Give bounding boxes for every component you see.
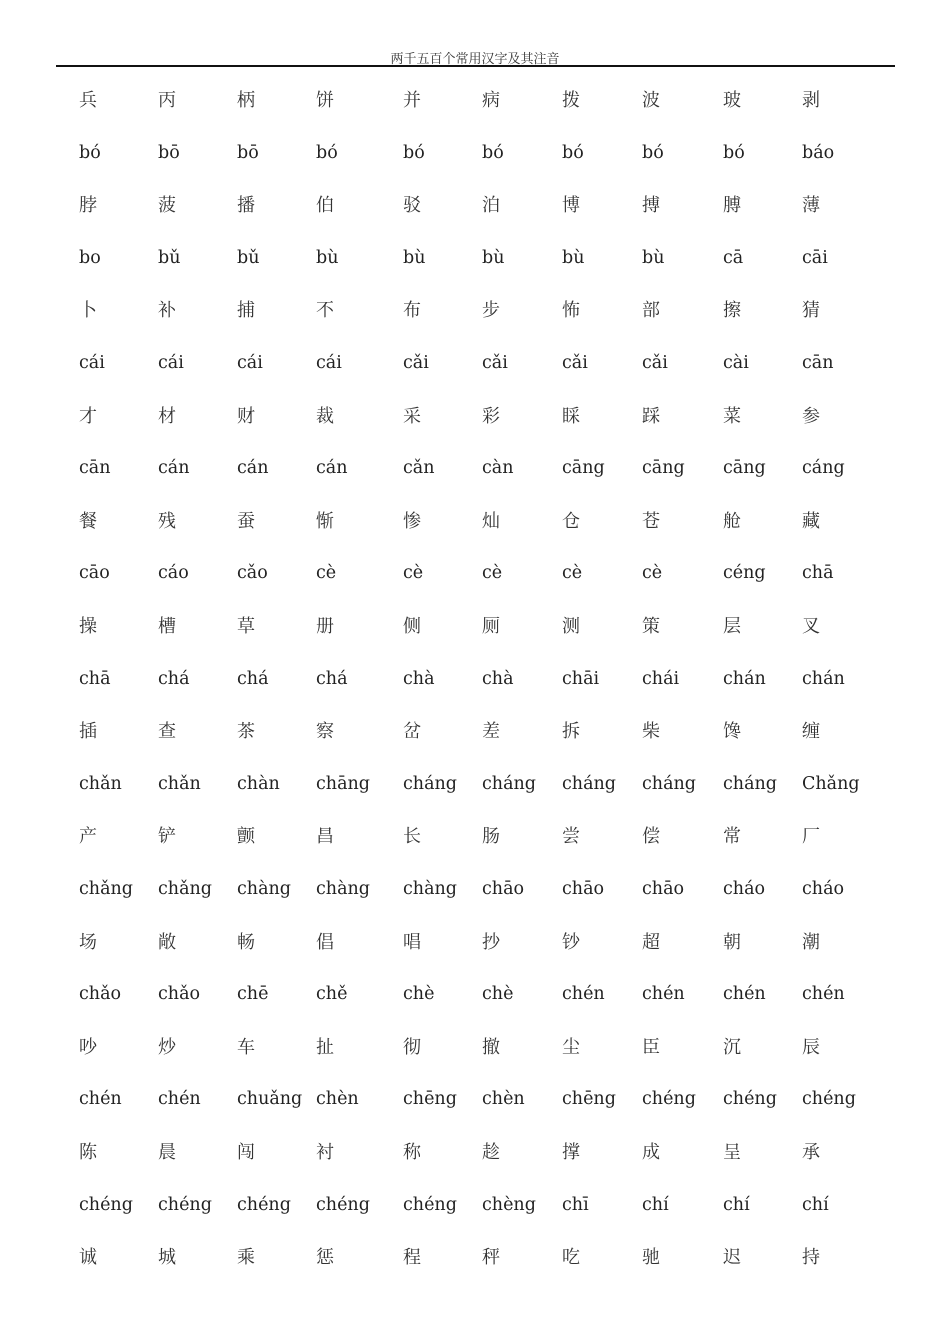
hanzi-cell: 陈 bbox=[79, 1142, 97, 1163]
pinyin-cell: bo bbox=[79, 248, 101, 268]
pinyin-cell: chéng bbox=[316, 1195, 370, 1215]
pinyin-cell: bǔ bbox=[237, 248, 260, 268]
pinyin-cell: cāng bbox=[723, 458, 766, 478]
hanzi-cell: 柴 bbox=[642, 721, 660, 742]
pinyin-cell: chán bbox=[723, 669, 766, 689]
hanzi-cell: 卜 bbox=[79, 300, 97, 321]
pinyin-cell: bù bbox=[403, 248, 426, 268]
pinyin-cell: cāng bbox=[642, 458, 685, 478]
pinyin-cell: bó bbox=[482, 143, 504, 163]
pinyin-cell: bǔ bbox=[158, 248, 181, 268]
pinyin-cell: cháng bbox=[403, 774, 457, 794]
hanzi-cell: 蚕 bbox=[237, 511, 255, 532]
pinyin-cell: cháng bbox=[562, 774, 616, 794]
hanzi-cell: 敞 bbox=[158, 932, 176, 953]
hanzi-cell: 潮 bbox=[802, 932, 820, 953]
pinyin-cell: chí bbox=[723, 1195, 750, 1215]
hanzi-cell: 草 bbox=[237, 616, 255, 637]
pinyin-cell: chǎng bbox=[79, 879, 133, 899]
hanzi-cell: 叉 bbox=[802, 616, 820, 637]
pinyin-cell: chàng bbox=[237, 879, 291, 899]
hanzi-cell: 测 bbox=[562, 616, 580, 637]
hanzi-cell: 博 bbox=[562, 195, 580, 216]
pinyin-cell: chén bbox=[642, 984, 685, 1004]
hanzi-cell: 畅 bbox=[237, 932, 255, 953]
hanzi-cell: 灿 bbox=[482, 511, 500, 532]
hanzi-cell: 步 bbox=[482, 300, 500, 321]
pinyin-cell: cán bbox=[158, 458, 190, 478]
pinyin-cell: chā bbox=[802, 563, 834, 583]
pinyin-cell: cháo bbox=[802, 879, 845, 899]
pinyin-cell: cǎi bbox=[562, 353, 588, 373]
pinyin-cell: cǎi bbox=[403, 353, 429, 373]
pinyin-cell: bù bbox=[482, 248, 505, 268]
pinyin-cell: bù bbox=[562, 248, 585, 268]
pinyin-cell: chǎo bbox=[79, 984, 122, 1004]
pinyin-cell: chēng bbox=[403, 1089, 457, 1109]
hanzi-cell: 膊 bbox=[723, 195, 741, 216]
pinyin-cell: bù bbox=[642, 248, 665, 268]
hanzi-cell: 厂 bbox=[802, 826, 820, 847]
hanzi-cell: 岔 bbox=[403, 721, 421, 742]
pinyin-cell: chàn bbox=[237, 774, 280, 794]
hanzi-cell: 拆 bbox=[562, 721, 580, 742]
pinyin-cell: chàng bbox=[316, 879, 370, 899]
hanzi-cell: 补 bbox=[158, 300, 176, 321]
pinyin-cell: cháo bbox=[723, 879, 766, 899]
hanzi-cell: 乘 bbox=[237, 1247, 255, 1268]
pinyin-cell: cái bbox=[316, 353, 342, 373]
hanzi-cell: 槽 bbox=[158, 616, 176, 637]
pinyin-cell: cāng bbox=[562, 458, 605, 478]
pinyin-cell: cháng bbox=[482, 774, 536, 794]
hanzi-cell: 持 bbox=[802, 1247, 820, 1268]
pinyin-cell: chén bbox=[802, 984, 845, 1004]
pinyin-cell: cān bbox=[79, 458, 111, 478]
pinyin-cell: cāo bbox=[79, 563, 110, 583]
pinyin-cell: chán bbox=[802, 669, 845, 689]
pinyin-cell: cái bbox=[79, 353, 105, 373]
pinyin-cell: chē bbox=[237, 984, 269, 1004]
pinyin-cell: chǎn bbox=[79, 774, 122, 794]
pinyin-cell: chá bbox=[237, 669, 269, 689]
pinyin-cell: chàng bbox=[403, 879, 457, 899]
pinyin-cell: cāi bbox=[802, 248, 828, 268]
pinyin-cell: càn bbox=[482, 458, 514, 478]
pinyin-cell: cān bbox=[802, 353, 834, 373]
pinyin-cell: báo bbox=[802, 143, 835, 163]
hanzi-cell: 车 bbox=[237, 1037, 255, 1058]
hanzi-cell: 拨 bbox=[562, 90, 580, 111]
pinyin-cell: chéng bbox=[158, 1195, 212, 1215]
pinyin-cell: cài bbox=[723, 353, 749, 373]
hanzi-cell: 衬 bbox=[316, 1142, 334, 1163]
hanzi-cell: 驰 bbox=[642, 1247, 660, 1268]
hanzi-cell: 厕 bbox=[482, 616, 500, 637]
hanzi-cell: 财 bbox=[237, 406, 255, 427]
hanzi-cell: 秤 bbox=[482, 1247, 500, 1268]
hanzi-cell: 呈 bbox=[723, 1142, 741, 1163]
hanzi-cell: 偿 bbox=[642, 826, 660, 847]
hanzi-cell: 捕 bbox=[237, 300, 255, 321]
hanzi-cell: 猜 bbox=[802, 300, 820, 321]
pinyin-cell: cháng bbox=[642, 774, 696, 794]
hanzi-cell: 长 bbox=[403, 826, 421, 847]
hanzi-cell: 驳 bbox=[403, 195, 421, 216]
hanzi-cell: 差 bbox=[482, 721, 500, 742]
hanzi-cell: 丙 bbox=[158, 90, 176, 111]
pinyin-cell: chéng bbox=[237, 1195, 291, 1215]
hanzi-cell: 策 bbox=[642, 616, 660, 637]
hanzi-cell: 扯 bbox=[316, 1037, 334, 1058]
hanzi-cell: 彻 bbox=[403, 1037, 421, 1058]
pinyin-cell: chāng bbox=[316, 774, 370, 794]
pinyin-cell: chě bbox=[316, 984, 348, 1004]
hanzi-cell: 尘 bbox=[562, 1037, 580, 1058]
pinyin-cell: bō bbox=[158, 143, 180, 163]
pinyin-cell: chén bbox=[562, 984, 605, 1004]
hanzi-cell: 彩 bbox=[482, 406, 500, 427]
hanzi-cell: 称 bbox=[403, 1142, 421, 1163]
hanzi-cell: 程 bbox=[403, 1247, 421, 1268]
pinyin-cell: cǎn bbox=[403, 458, 435, 478]
hanzi-cell: 睬 bbox=[562, 406, 580, 427]
hanzi-cell: 尝 bbox=[562, 826, 580, 847]
hanzi-cell: 辰 bbox=[802, 1037, 820, 1058]
pinyin-cell: cháng bbox=[723, 774, 777, 794]
hanzi-cell: 倡 bbox=[316, 932, 334, 953]
pinyin-cell: chá bbox=[158, 669, 190, 689]
pinyin-cell: chǎng bbox=[158, 879, 212, 899]
hanzi-cell: 薄 bbox=[802, 195, 820, 216]
pinyin-cell: chí bbox=[802, 1195, 829, 1215]
hanzi-cell: 菠 bbox=[158, 195, 176, 216]
hanzi-cell: 昌 bbox=[316, 826, 334, 847]
hanzi-cell: 承 bbox=[802, 1142, 820, 1163]
hanzi-cell: 苍 bbox=[642, 511, 660, 532]
pinyin-cell: chá bbox=[316, 669, 348, 689]
pinyin-cell: chǎn bbox=[158, 774, 201, 794]
pinyin-cell: chè bbox=[482, 984, 514, 1004]
pinyin-cell: chǎo bbox=[158, 984, 201, 1004]
hanzi-cell: 裁 bbox=[316, 406, 334, 427]
pinyin-cell: chāo bbox=[562, 879, 605, 899]
pinyin-cell: chén bbox=[158, 1089, 201, 1109]
pinyin-cell: bō bbox=[237, 143, 259, 163]
pinyin-cell: cáo bbox=[158, 563, 189, 583]
hanzi-cell: 朝 bbox=[723, 932, 741, 953]
hanzi-cell: 抄 bbox=[482, 932, 500, 953]
hanzi-cell: 撑 bbox=[562, 1142, 580, 1163]
pinyin-cell: chén bbox=[723, 984, 766, 1004]
hanzi-cell: 晨 bbox=[158, 1142, 176, 1163]
hanzi-cell: 颤 bbox=[237, 826, 255, 847]
hanzi-cell: 参 bbox=[802, 406, 820, 427]
hanzi-cell: 茶 bbox=[237, 721, 255, 742]
hanzi-cell: 玻 bbox=[723, 90, 741, 111]
pinyin-cell: cè bbox=[562, 563, 583, 583]
hanzi-cell: 餐 bbox=[79, 511, 97, 532]
pinyin-cell: bó bbox=[316, 143, 338, 163]
pinyin-cell: chéng bbox=[642, 1089, 696, 1109]
hanzi-cell: 肠 bbox=[482, 826, 500, 847]
pinyin-cell: cǎi bbox=[482, 353, 508, 373]
pinyin-cell: cán bbox=[316, 458, 348, 478]
hanzi-cell: 擦 bbox=[723, 300, 741, 321]
hanzi-cell: 剥 bbox=[802, 90, 820, 111]
hanzi-cell: 吃 bbox=[562, 1247, 580, 1268]
hanzi-cell: 才 bbox=[79, 406, 97, 427]
hanzi-cell: 病 bbox=[482, 90, 500, 111]
pinyin-cell: chāo bbox=[642, 879, 685, 899]
hanzi-cell: 残 bbox=[158, 511, 176, 532]
page-header-title: 两千五百个常用汉字及其注音 bbox=[390, 52, 560, 67]
hanzi-cell: 迟 bbox=[723, 1247, 741, 1268]
hanzi-cell: 播 bbox=[237, 195, 255, 216]
hanzi-cell: 菜 bbox=[723, 406, 741, 427]
pinyin-cell: chà bbox=[403, 669, 435, 689]
hanzi-cell: 查 bbox=[158, 721, 176, 742]
pinyin-cell: cè bbox=[482, 563, 503, 583]
pinyin-cell: bó bbox=[79, 143, 101, 163]
hanzi-cell: 侧 bbox=[403, 616, 421, 637]
hanzi-cell: 缠 bbox=[802, 721, 820, 742]
hanzi-cell: 常 bbox=[723, 826, 741, 847]
hanzi-cell: 采 bbox=[403, 406, 421, 427]
hanzi-cell: 闯 bbox=[237, 1142, 255, 1163]
pinyin-cell: bó bbox=[562, 143, 584, 163]
pinyin-cell: bù bbox=[316, 248, 339, 268]
pinyin-cell: chēng bbox=[562, 1089, 616, 1109]
hanzi-cell: 铲 bbox=[158, 826, 176, 847]
hanzi-cell: 舱 bbox=[723, 511, 741, 532]
pinyin-cell: chāo bbox=[482, 879, 525, 899]
pinyin-cell: Chǎng bbox=[802, 774, 860, 794]
hanzi-cell: 怖 bbox=[562, 300, 580, 321]
pinyin-cell: cán bbox=[237, 458, 269, 478]
hanzi-cell: 并 bbox=[403, 90, 421, 111]
pinyin-cell: cái bbox=[158, 353, 184, 373]
pinyin-cell: cè bbox=[403, 563, 424, 583]
hanzi-cell: 插 bbox=[79, 721, 97, 742]
hanzi-cell: 城 bbox=[158, 1247, 176, 1268]
pinyin-cell: chuǎng bbox=[237, 1089, 303, 1109]
pinyin-cell: bó bbox=[403, 143, 425, 163]
hanzi-cell: 层 bbox=[723, 616, 741, 637]
pinyin-cell: chī bbox=[562, 1195, 589, 1215]
pinyin-cell: chén bbox=[79, 1089, 122, 1109]
hanzi-cell: 柄 bbox=[237, 90, 255, 111]
pinyin-cell: cè bbox=[316, 563, 337, 583]
hanzi-cell: 诚 bbox=[79, 1247, 97, 1268]
hanzi-cell: 场 bbox=[79, 932, 97, 953]
hanzi-cell: 泊 bbox=[482, 195, 500, 216]
hanzi-cell: 沉 bbox=[723, 1037, 741, 1058]
pinyin-cell: chèng bbox=[482, 1195, 536, 1215]
hanzi-cell: 部 bbox=[642, 300, 660, 321]
hanzi-cell: 兵 bbox=[79, 90, 97, 111]
pinyin-cell: chéng bbox=[79, 1195, 133, 1215]
hanzi-cell: 脖 bbox=[79, 195, 97, 216]
hanzi-cell: 趁 bbox=[482, 1142, 500, 1163]
pinyin-cell: chéng bbox=[403, 1195, 457, 1215]
pinyin-cell: chái bbox=[642, 669, 680, 689]
hanzi-cell: 不 bbox=[316, 300, 334, 321]
pinyin-cell: cā bbox=[723, 248, 744, 268]
hanzi-cell: 臣 bbox=[642, 1037, 660, 1058]
hanzi-cell: 钞 bbox=[562, 932, 580, 953]
hanzi-cell: 察 bbox=[316, 721, 334, 742]
pinyin-cell: céng bbox=[723, 563, 766, 583]
hanzi-cell: 撤 bbox=[482, 1037, 500, 1058]
pinyin-cell: chéng bbox=[802, 1089, 856, 1109]
pinyin-cell: bó bbox=[723, 143, 745, 163]
pinyin-cell: chèn bbox=[482, 1089, 525, 1109]
hanzi-cell: 惩 bbox=[316, 1247, 334, 1268]
hanzi-cell: 吵 bbox=[79, 1037, 97, 1058]
hanzi-cell: 惭 bbox=[316, 511, 334, 532]
pinyin-cell: cè bbox=[642, 563, 663, 583]
hanzi-cell: 炒 bbox=[158, 1037, 176, 1058]
hanzi-cell: 搏 bbox=[642, 195, 660, 216]
pinyin-cell: cǎo bbox=[237, 563, 268, 583]
pinyin-cell: cǎi bbox=[642, 353, 668, 373]
hanzi-cell: 藏 bbox=[802, 511, 820, 532]
pinyin-cell: cáng bbox=[802, 458, 845, 478]
pinyin-cell: chè bbox=[403, 984, 435, 1004]
hanzi-cell: 布 bbox=[403, 300, 421, 321]
pinyin-cell: chā bbox=[79, 669, 111, 689]
pinyin-cell: chéng bbox=[723, 1089, 777, 1109]
hanzi-cell: 踩 bbox=[642, 406, 660, 427]
hanzi-cell: 操 bbox=[79, 616, 97, 637]
hanzi-cell: 唱 bbox=[403, 932, 421, 953]
hanzi-cell: 馋 bbox=[723, 721, 741, 742]
pinyin-cell: bó bbox=[642, 143, 664, 163]
pinyin-cell: chà bbox=[482, 669, 514, 689]
pinyin-cell: chí bbox=[642, 1195, 669, 1215]
hanzi-cell: 波 bbox=[642, 90, 660, 111]
hanzi-cell: 材 bbox=[158, 406, 176, 427]
hanzi-cell: 成 bbox=[642, 1142, 660, 1163]
hanzi-cell: 仓 bbox=[562, 511, 580, 532]
pinyin-cell: cái bbox=[237, 353, 263, 373]
hanzi-cell: 册 bbox=[316, 616, 334, 637]
pinyin-cell: chèn bbox=[316, 1089, 359, 1109]
pinyin-cell: chāi bbox=[562, 669, 600, 689]
hanzi-cell: 伯 bbox=[316, 195, 334, 216]
hanzi-cell: 饼 bbox=[316, 90, 334, 111]
hanzi-cell: 超 bbox=[642, 932, 660, 953]
hanzi-cell: 产 bbox=[79, 826, 97, 847]
hanzi-cell: 惨 bbox=[403, 511, 421, 532]
